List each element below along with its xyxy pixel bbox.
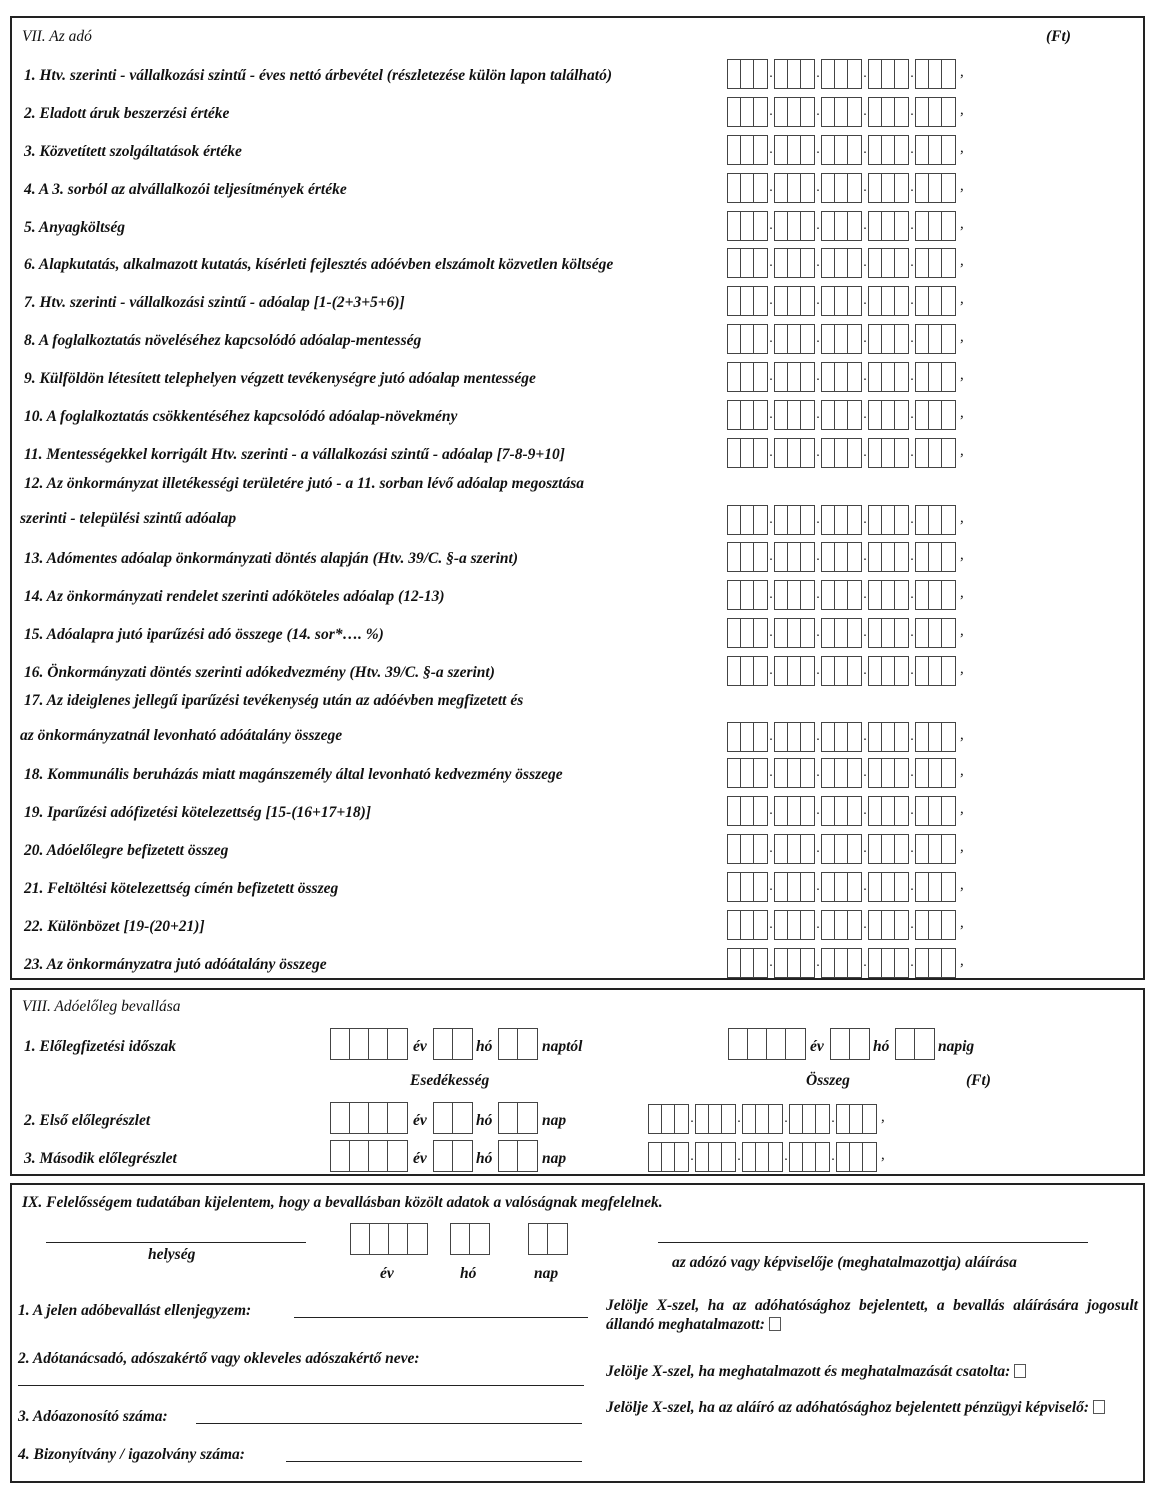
row-label: 11. Mentességekkel korrigált Htv. szerinti - a vállalkozási szintű - adóalap [7-8-9+10] <box>24 446 565 463</box>
day-label: nap <box>542 1112 567 1129</box>
row-amount-field[interactable]: . . . . , <box>727 538 964 572</box>
row-label: 12. Az önkormányzat illetékességi területére jutó - a 11. sorban lévő adóalap megosztása <box>24 475 585 492</box>
cert-label: 4. Bizonyítvány / igazolvány száma: <box>18 1446 245 1463</box>
row-label: 1. Htv. szerinti - vállalkozási szintű - éves nettó árbevétel (részletezése külön lapon található) <box>24 67 612 84</box>
row-label: 9. Külföldön létesített telephelyen végzett tevékenységre jutó adóalap mentessége <box>24 370 536 387</box>
section-advance-title: VIII. Adóelőleg bevallása <box>22 998 181 1015</box>
to-label: napig <box>938 1038 975 1055</box>
mark2-text: Jelölje X-szel, ha meghatalmazott és meghatalmazását csatolta: <box>606 1362 1026 1381</box>
month-label: hó <box>460 1265 477 1282</box>
sign-month[interactable] <box>450 1223 490 1255</box>
row-label: 8. A foglalkoztatás növeléséhez kapcsolódó adóalap-mentesség <box>24 332 422 349</box>
first-due-day[interactable] <box>498 1102 538 1134</box>
countersign-label: 1. A jelen adóbevallást ellenjegyzem: <box>18 1302 252 1319</box>
row-label: 5. Anyagköltség <box>24 219 126 236</box>
place-label: helység <box>148 1246 196 1263</box>
row-amount-field[interactable]: . . . . , <box>727 754 964 788</box>
row-amount-field[interactable]: . . . . , <box>727 320 964 354</box>
row-amount-field[interactable]: . . . . , <box>727 93 964 127</box>
row-amount-field[interactable]: . . . . , <box>727 396 964 430</box>
month-label: hó <box>476 1112 493 1129</box>
row-label: 7. Htv. szerinti - vállalkozási szintű - adóalap [1-(2+3+5+6)] <box>24 294 405 311</box>
row-amount-field[interactable]: . . . . , <box>727 55 964 89</box>
second-installment-amount[interactable]: . . . . , <box>648 1138 885 1172</box>
taxid-line[interactable] <box>196 1423 582 1424</box>
year-label: év <box>413 1112 427 1129</box>
mark3-checkbox[interactable] <box>1093 1400 1105 1414</box>
row-amount-field[interactable]: . . . . , <box>727 906 964 940</box>
row-amount-field[interactable]: . . . . , <box>727 169 964 203</box>
row-label: 17. Az ideiglenes jellegű iparűzési tevékenység után az adóévben megfizetett és <box>24 692 524 709</box>
period-to-day[interactable] <box>895 1028 935 1060</box>
row-amount-field[interactable]: . . . . , <box>727 830 964 864</box>
month-label: hó <box>873 1038 890 1055</box>
row-amount-field[interactable]: . . . . , <box>727 501 964 535</box>
row-label: 23. Az önkormányzatra jutó adóátalány összege <box>24 956 327 973</box>
place-line[interactable] <box>46 1242 306 1243</box>
row-label: 13. Adómentes adóalap önkormányzati döntés alapján (Htv. 39/C. §-a szerint) <box>24 550 519 567</box>
first-due-month[interactable] <box>433 1102 473 1134</box>
row-amount-field[interactable]: . . . . , <box>727 207 964 241</box>
row-amount-field[interactable]: . . . . , <box>727 614 964 648</box>
first-installment-amount[interactable]: . . . . , <box>648 1100 885 1134</box>
row-label: 4. A 3. sorból az alvállalkozói teljesítmények értéke <box>24 181 347 198</box>
row-amount-field[interactable]: . . . . , <box>727 652 964 686</box>
day-label: nap <box>534 1265 559 1282</box>
year-label: év <box>413 1150 427 1167</box>
month-label: hó <box>476 1038 493 1055</box>
period-from-month[interactable] <box>433 1028 473 1060</box>
first-installment-label: 2. Első előlegrészlet <box>24 1112 151 1129</box>
amount-unit: (Ft) <box>966 1072 991 1089</box>
taxid-label: 3. Adóazonosító száma: <box>18 1408 168 1425</box>
sign-year[interactable] <box>350 1223 428 1255</box>
sign-day[interactable] <box>528 1223 568 1255</box>
row-amount-field[interactable]: . . . . , <box>727 944 964 978</box>
section-tax-title: VII. Az adó <box>22 28 92 45</box>
countersign-line[interactable] <box>294 1317 588 1318</box>
period-from-day[interactable] <box>498 1028 538 1060</box>
second-due-month[interactable] <box>433 1140 473 1172</box>
signature-label: az adózó vagy képviselője (meghatalmazottja) aláírása <box>672 1254 1017 1271</box>
period-to-month[interactable] <box>830 1028 870 1060</box>
row-label: 18. Kommunális beruházás miatt magánszemély által levonható kedvezmény összege <box>24 766 563 783</box>
row-label: 16. Önkormányzati döntés szerinti adókedvezmény (Htv. 39/C. §-a szerint) <box>24 664 495 681</box>
row-amount-field[interactable]: . . . . , <box>727 792 964 826</box>
row-amount-field[interactable]: . . . . , <box>727 718 964 752</box>
second-installment-label: 3. Második előlegrészlet <box>24 1150 177 1167</box>
second-due-year[interactable] <box>330 1140 408 1172</box>
row-amount-field[interactable]: . . . . , <box>727 868 964 902</box>
first-due-year[interactable] <box>330 1102 408 1134</box>
day-label: nap <box>542 1150 567 1167</box>
row-amount-field[interactable]: . . . . , <box>727 282 964 316</box>
row-label-cont: szerinti - települési szintű adóalap <box>20 510 237 527</box>
section-tax-unit: (Ft) <box>1046 28 1071 45</box>
row-label: 10. A foglalkoztatás csökkentéséhez kapcsolódó adóalap-növekmény <box>24 408 458 425</box>
second-due-day[interactable] <box>498 1140 538 1172</box>
row-amount-field[interactable]: . . . . , <box>727 244 964 278</box>
row-label: 3. Közvetített szolgáltatások értéke <box>24 143 242 160</box>
amount-header: Összeg <box>806 1072 850 1089</box>
mark3-text: Jelölje X-szel, ha az aláíró az adóhatósághoz bejelentett pénzügyi képviselő: <box>606 1398 1138 1417</box>
period-from-date[interactable] <box>330 1028 408 1060</box>
mark2-checkbox[interactable] <box>1014 1364 1026 1378</box>
row-label: 19. Iparűzési adófizetési kötelezettség [15-(16+17+18)] <box>24 804 371 821</box>
cert-line[interactable] <box>286 1461 582 1462</box>
row-amount-field[interactable]: . . . . , <box>727 358 964 392</box>
row-amount-field[interactable]: . . . . , <box>727 131 964 165</box>
row-amount-field[interactable]: . . . . , <box>727 434 964 468</box>
row-label: 15. Adóalapra jutó iparűzési adó összege (14. sor*…. %) <box>24 626 384 643</box>
advisor-line[interactable] <box>18 1385 584 1386</box>
due-header: Esedékesség <box>410 1072 490 1089</box>
year-label: év <box>380 1265 394 1282</box>
from-label: naptól <box>542 1038 583 1055</box>
row-label-cont: az önkormányzatnál levonható adóátalány összege <box>20 727 343 744</box>
row-label: 2. Eladott áruk beszerzési értéke <box>24 105 230 122</box>
signature-line[interactable] <box>658 1242 1088 1243</box>
year-label: év <box>810 1038 824 1055</box>
row-label: 14. Az önkormányzati rendelet szerinti adóköteles adóalap (12-13) <box>24 588 445 605</box>
mark1-checkbox[interactable] <box>769 1317 781 1331</box>
row-amount-field[interactable]: . . . . , <box>727 576 964 610</box>
period-to-date[interactable] <box>728 1028 806 1060</box>
row-label: 22. Különbözet [19-(20+21)] <box>24 918 205 935</box>
row-label: 21. Feltöltési kötelezettség címén befizetett összeg <box>24 880 339 897</box>
month-label: hó <box>476 1150 493 1167</box>
year-label: év <box>413 1038 427 1055</box>
mark1-text: Jelölje X-szel, ha az adóhatósághoz bejelentett, a bevallás aláírására jogosult állandó meghatalmazott: <box>606 1297 1138 1333</box>
period-label: 1. Előlegfizetési időszak <box>24 1038 176 1055</box>
advisor-label: 2. Adótanácsadó, adószakértő vagy okleveles adószakértő neve: <box>18 1350 420 1367</box>
row-label: 20. Adóelőlegre befizetett összeg <box>24 842 229 859</box>
declaration-title: IX. Felelősségem tudatában kijelentem, hogy a bevallásban közölt adatok a valóságnak megfelelnek. <box>22 1194 663 1211</box>
row-label: 6. Alapkutatás, alkalmazott kutatás, kísérleti fejlesztés adóévben elszámolt közvetlen költsége <box>24 256 614 273</box>
